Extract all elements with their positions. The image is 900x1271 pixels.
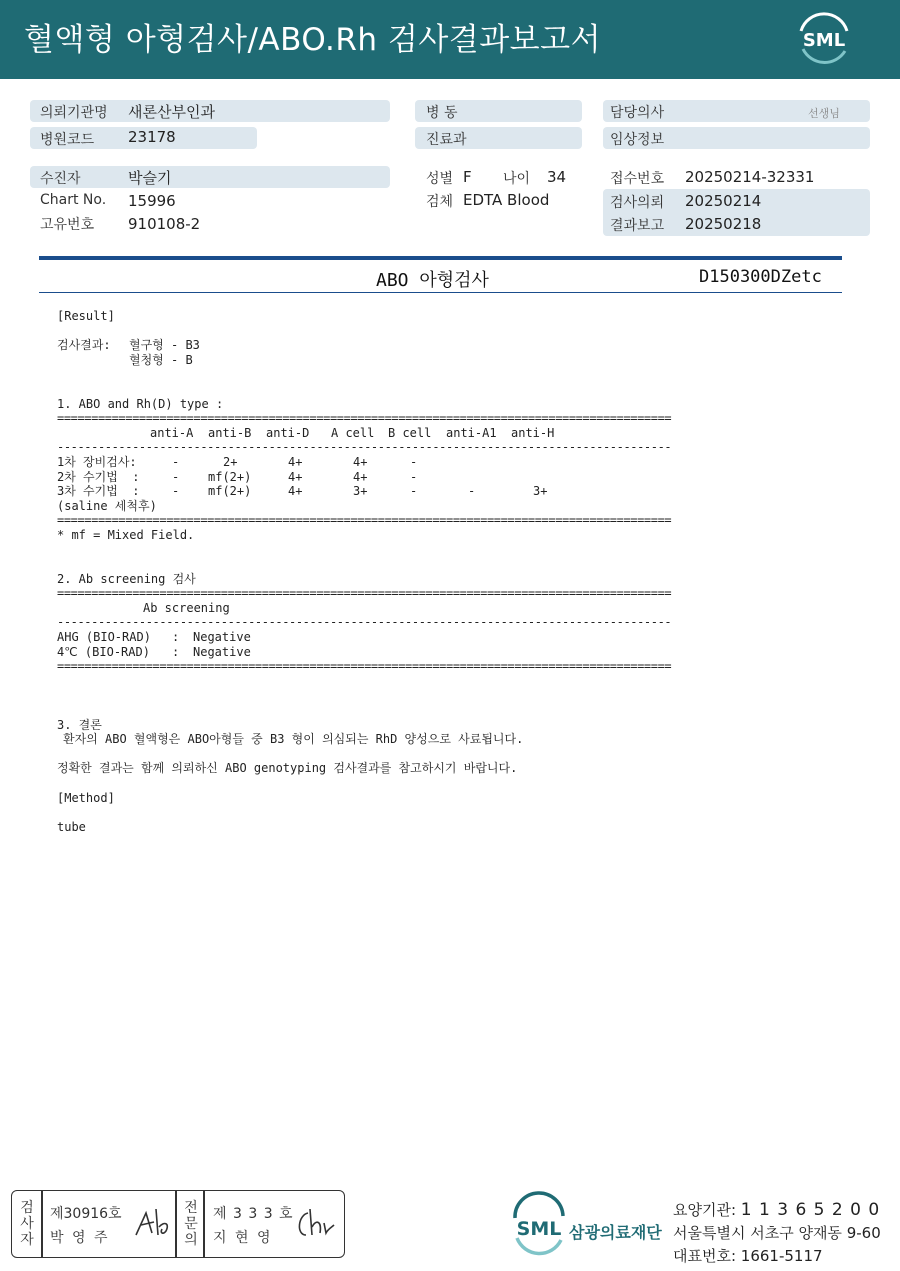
table-cell: mf(2+): [208, 484, 252, 499]
table-cell: -: [410, 454, 418, 469]
result-heading: [Result]: [57, 309, 115, 323]
request-value: 20250214: [685, 192, 762, 210]
patient-label: 수진자: [40, 171, 81, 187]
row3-note: (saline 세척후): [57, 498, 157, 513]
test-title: ABO 아형검사: [376, 270, 489, 291]
table-cell: 4+: [288, 454, 303, 469]
sex-label: 성별: [426, 171, 454, 187]
result-serum-type: 혈청형 - B: [129, 352, 193, 367]
signature-box: [11, 1190, 345, 1258]
sml-logo-icon: [793, 13, 855, 65]
doctor-label: 담당의사: [610, 105, 665, 121]
patient-pill: [30, 166, 390, 188]
table-cell: -: [172, 484, 180, 499]
table-cell: 4+: [288, 469, 303, 484]
tester-name: 박 영 주: [50, 1230, 110, 1246]
result-row: [57, 484, 857, 499]
sig-divider: [175, 1191, 177, 1257]
department-label: 진료과: [426, 132, 467, 148]
footer-logo-text: SML: [516, 1218, 562, 1240]
id-label: 고유번호: [40, 217, 95, 233]
report-date-value: 20250218: [685, 215, 762, 233]
clinical-label: 임상정보: [610, 132, 665, 148]
table-cell: 4+: [353, 454, 368, 469]
col-header: anti-H: [511, 425, 555, 440]
col-header: anti-D: [266, 425, 310, 440]
tester-vertical-label: 검 사 자: [20, 1200, 34, 1248]
method-value: tube: [57, 819, 86, 834]
result-line-2: [57, 353, 857, 368]
institution-label: 의뢰기관명: [40, 105, 108, 121]
ab-row: [57, 645, 857, 660]
ab-row-label: 4℃ (BIO-RAD): [57, 644, 150, 659]
test-code: D150300DZetc: [699, 267, 822, 287]
specialist-signature-icon: [292, 1205, 336, 1241]
ab-row-value: Negative: [193, 630, 251, 645]
result-cell-type: 혈구형 - B3: [129, 338, 200, 353]
result-line-1: [57, 338, 857, 353]
ab-row-colon: :: [172, 630, 180, 645]
table-cell: 4+: [353, 469, 368, 484]
sex-value: F: [463, 168, 472, 186]
table-cell: 2+: [223, 454, 238, 469]
row-label: 1차 장비검사:: [57, 454, 137, 469]
doctor-suffix: 선생님: [808, 107, 840, 120]
hospital-code-value: 23178: [128, 128, 176, 146]
table-cell: mf(2+): [208, 469, 252, 484]
tester-number: 제30916호: [50, 1206, 122, 1222]
specialist-vertical-label: 전 문 의: [184, 1200, 198, 1248]
header-logo-text: SML: [802, 30, 846, 51]
hospital-code-label: 병원코드: [40, 132, 95, 148]
section2-title: 2. Ab screening 검사: [57, 571, 196, 586]
chart-label: Chart No.: [40, 192, 107, 208]
table-cell: -: [410, 484, 418, 499]
id-value: 910108-2: [128, 215, 201, 233]
table-cell: -: [172, 469, 180, 484]
footer-sml-logo-icon: [509, 1198, 569, 1256]
col-header: A cell: [331, 425, 375, 440]
footer-license-value: 1 1 3 6 5 2 0 0: [740, 1200, 881, 1220]
ab-header-row: [57, 601, 857, 616]
single-rule: ------------------------------------------------------------------------------------------: [57, 440, 672, 455]
ab-row-colon: :: [172, 644, 180, 659]
receipt-value: 20250214-32331: [685, 168, 815, 186]
table-cell: -: [410, 469, 418, 484]
specimen-label: 검체: [426, 194, 454, 210]
method-heading: [Method]: [57, 790, 115, 805]
double-rule: ==========================================================================================: [57, 513, 672, 528]
section3-title: 3. 결론: [57, 717, 102, 732]
double-rule: ==========================================================================================: [57, 659, 672, 674]
double-rule: ==========================================================================================: [57, 586, 672, 601]
table-cell: 3+: [533, 484, 548, 499]
section1-title: 1. ABO and Rh(D) type :: [57, 396, 224, 411]
footer-phone: [673, 1245, 823, 1266]
result-label: 검사결과:: [57, 338, 111, 353]
table-cell: 3+: [353, 484, 368, 499]
footer-license: [673, 1199, 880, 1220]
col-header: anti-A: [150, 425, 194, 440]
result-row: [57, 455, 857, 470]
table-cell: 4+: [288, 484, 303, 499]
table-cell: -: [172, 454, 180, 469]
double-rule: ==========================================================================================: [57, 411, 672, 426]
footer-phone-value: 1661-5117: [740, 1247, 823, 1265]
specialist-number: 제 3 3 3 호: [213, 1206, 294, 1222]
ab-header: Ab screening: [143, 600, 230, 615]
title-rule-bottom: [39, 292, 842, 293]
header-bar: [0, 0, 900, 79]
footer-org-name: 삼광의료재단: [569, 1223, 662, 1242]
antisera-header-row: [57, 426, 857, 441]
page-title: 혈액형 아형검사/ABO.Rh 검사결과보고서: [24, 22, 602, 58]
ab-row: [57, 630, 857, 645]
conclusion-line-2: 정확한 결과는 함께 의뢰하신 ABO genotyping 검사결과를 참고하시기 바랍니다.: [57, 761, 518, 776]
col-header: B cell: [388, 425, 432, 440]
request-label: 검사의뢰: [610, 195, 665, 211]
sig-divider: [41, 1191, 43, 1257]
report-body: [57, 309, 857, 834]
ab-row-label: AHG (BIO-RAD): [57, 630, 151, 645]
age-label: 나이: [503, 171, 531, 187]
result-row: [57, 470, 857, 485]
specialist-name: 지 현 영: [213, 1230, 273, 1246]
row-label: 2차 수기법 :: [57, 469, 140, 484]
specimen-value: EDTA Blood: [463, 191, 550, 209]
institution-value: 새론산부인과: [128, 103, 215, 121]
ward-label: 병 동: [426, 105, 458, 121]
footer-address: 서울특별시 서초구 양재동 9-60: [673, 1224, 881, 1242]
title-rule-top: [39, 256, 842, 260]
chart-value: 15996: [128, 192, 176, 210]
mf-note: * mf = Mixed Field.: [57, 527, 195, 542]
tester-signature-icon: [132, 1205, 174, 1241]
row-label: 3차 수기법 :: [57, 484, 140, 499]
footer-license-label: 요양기관:: [673, 1201, 737, 1219]
patient-value: 박슬기: [128, 169, 172, 187]
conclusion-line-1: 환자의 ABO 혈액형은 ABO아형들 중 B3 형이 의심되는 RhD 양성으로 사료됩니다.: [63, 732, 524, 747]
report-date-label: 결과보고: [610, 218, 665, 234]
col-header: anti-A1: [446, 425, 497, 440]
sig-divider: [203, 1191, 205, 1257]
table-cell: -: [468, 484, 476, 499]
receipt-label: 접수번호: [610, 171, 665, 187]
col-header: anti-B: [208, 425, 252, 440]
age-value: 34: [547, 168, 567, 186]
ab-row-value: Negative: [193, 644, 251, 659]
footer-phone-label: 대표번호:: [673, 1247, 737, 1265]
single-rule: ------------------------------------------------------------------------------------------: [57, 615, 672, 630]
